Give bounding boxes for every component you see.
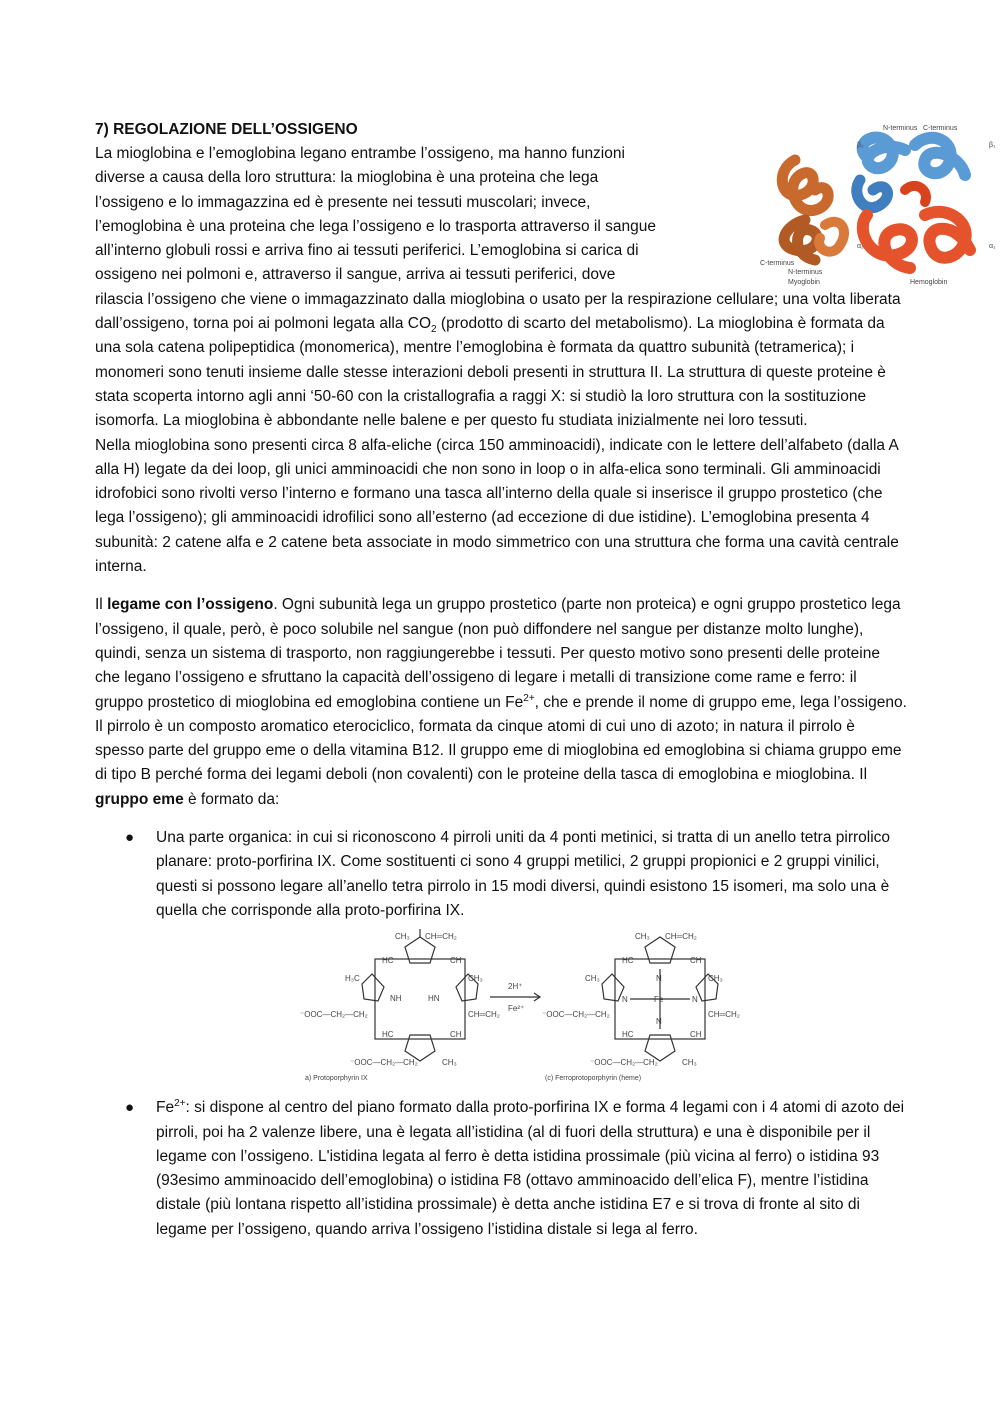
heme-label-ch3-bottom-right: CH₃: [682, 1058, 697, 1068]
binding-bold-term: legame con l’ossigeno: [107, 596, 274, 614]
iron-text-a: Fe: [156, 1099, 175, 1117]
caption-protoporphyrin: a) Protoporphyrin IX: [305, 1075, 368, 1083]
heme-label-hn: HN: [428, 994, 440, 1004]
fe-charge-superscript: 2+: [523, 692, 535, 704]
caption-heme: (c) Ferroprotoporphyrin (heme): [545, 1075, 642, 1083]
heme-label-ch-left-a: CH: [450, 956, 462, 966]
binding-text-c: , che e prende il nome di gruppo eme, lega l’ossigeno. Il pirrolo è un composto aromatico eterociclico, formata da cinque atomi di cui uno di azoto; in natura il pirrolo è spesso parte del gruppo eme o della vitamina B12. Il gruppo eme di mioglobina ed emoglobina si chiama gruppo eme di tipo B perché forma dei legami deboli (non covalenti) con le proteine della tasca di emoglobina e mioglobina. Il: [95, 693, 907, 784]
oxygen-binding-paragraph: [95, 593, 907, 812]
alpha2-label: α₂: [857, 243, 864, 250]
intro-line-6: ossigeno nei polmoni e, attraverso il sangue, arriva ai tessuti periferici, dove: [95, 266, 616, 284]
n-terminus-left-label: N-terminus: [788, 269, 823, 276]
list-item-iron: [95, 1096, 907, 1242]
heme-components-list: [95, 826, 907, 923]
heme-label-propionate-right: ⁻OOC—CH₂—CH₂: [542, 1010, 610, 1020]
intro-line-1: La mioglobina e l’emoglobina legano entrambe l’ossigeno, ma hanno funzioni: [95, 145, 625, 162]
intro-paragraph-continued: [95, 288, 907, 434]
list-item-organic-part: [95, 826, 907, 923]
protoporphyrin-drawing: [362, 929, 718, 1061]
heme-label-vinyl-right-right: CH═CH₂: [708, 1010, 740, 1020]
heme-label-propionate-bottom-right: ⁻OOC—CH₂—CH₂: [590, 1058, 658, 1068]
section-heading: 7) REGOLAZIONE DELL’OSSIGENO: [95, 121, 358, 138]
heme-bold-term: gruppo eme: [95, 790, 184, 808]
heme-label-ch-right-a: CH: [690, 956, 702, 966]
co2-subscript: 2: [431, 324, 437, 336]
heme-label-propionate-bottom-left: ⁻OOC—CH₂—CH₂: [350, 1058, 418, 1068]
heme-label-ch3-right-left: CH₃: [468, 974, 483, 984]
heme-label-hc-right-b: HC: [622, 1030, 634, 1040]
beta1-label: β₁: [989, 142, 996, 149]
heme-label-h3c-left: H₃C: [345, 974, 360, 984]
alpha1-label: α₁: [989, 243, 996, 250]
hemoglobin-label: Hemoglobin: [910, 279, 948, 286]
heme-label-ch3-top-right: CH₃: [635, 932, 650, 942]
intro-line-2: diverse a causa della loro struttura: la mioglobina è una proteina che lega: [95, 169, 599, 187]
heme-label-vinyl-top-right: CH═CH₂: [665, 932, 697, 942]
binding-text-b: . Ogni subunità lega un gruppo prostetico (parte non proteica) e ogni gruppo prostetico lega l’ossigeno, il quale, però, è poco solubile nel sangue (non può diffondere nel sangue per distanze molto lunghe), quindi, senza un sistema di trasporto, non raggiungerebbe i tessuti. Per questo motivo sono presenti delle proteine che legano l’ossigeno e sfruttano la capacità dell’ossigeno di legare i metalli di transizione come rame e ferro: il gruppo prostetico di mioglobina ed emoglobina contiene un Fe: [95, 596, 901, 711]
heme-label-hc-left-a: HC: [382, 956, 394, 966]
organic-part-text: Una parte organica: in cui si riconoscono 4 pirroli uniti da 4 ponti metinici, si tratta di un anello tetra pirrolico planare: proto-porfirina IX. Come sostituenti ci sono 4 gruppi metilici, 2 gruppi propionici e 2 gruppi vinilici, questi si possono legare all’anello tetra pirrolo in 15 modi diversi, quindi esistono 15 isomeri, ma solo una è quella che corrisponde alla proto-porfirina IX.: [156, 829, 891, 919]
iron-charge-superscript: 2+: [174, 1098, 186, 1110]
heme-label-vinyl-right-left: CH═CH₂: [468, 1010, 500, 1020]
binding-text-a: Il: [95, 596, 108, 614]
myoglobin-label: Myoglobin: [788, 279, 820, 286]
binding-text-d: è formato da:: [183, 790, 280, 808]
heme-components-list-2: [95, 1096, 907, 1242]
heme-label-ch3-top-left-a: CH₃: [395, 932, 410, 942]
beta2-label: β₂: [857, 142, 864, 149]
iron-text-b: : si dispone al centro del piano formato dalla proto-porfirina IX e forma 4 legami con i 4 atomi di azoto dei pirroli, poi ha 2 valenze libere, una è legata all’istidina (al di fuori della struttura) e una è disponibile per il legame con l’ossigeno. L'istidina legata al ferro è detta istidina prossimale (più vicina al ferro) o istidina 93 (93esimo amminoacido dell’emoglobina) o istidina F8 (ottavo amminoacido dell’elica F), mentre l’istidina distale (più lontana rispetto all’istidina prossimale) è detta anche istidina E7 e si trova di fronte al sito di legame per l’ossigeno, quando arriva l’ossigeno l’istidina distale si lega al ferro.: [156, 1099, 905, 1238]
document-page: [95, 118, 907, 1242]
heme-label-vinyl-top-left: CH═CH₂: [425, 932, 457, 942]
heme-label-ch3-left-right: CH₃: [585, 974, 600, 984]
pyrrole-left-left: [362, 974, 384, 1001]
c-terminus-left-label: C-terminus: [760, 260, 795, 267]
heme-label-arrow-bottom: Fe²⁺: [508, 1004, 525, 1014]
intro-line-4: l’emoglobina è una proteina che lega l’ossigeno e lo trasporta attraverso il sangue: [95, 217, 656, 235]
heme-label-n-bottom: N: [656, 1017, 662, 1027]
porphyrin-ring-left: [375, 959, 465, 1039]
bullet-icon: ●: [125, 1099, 135, 1117]
heme-label-ch-right-b: CH: [690, 1030, 702, 1040]
intro-line-5: all’interno globuli rossi e arriva fino ai tessuti periferici. L’emoglobina si carica di: [95, 242, 639, 260]
heme-label-propionate-left: ⁻OOC—CH₂—CH₂: [300, 1010, 368, 1020]
intro-text-b: (prodotto di scarto del metabolismo). La mioglobina è formata da una sola catena polipeptidica (monomerica), mentre l’emoglobina è formata da quattro subunità (tetramerica); i monomeri sono tenuti insieme dalle stesse interazioni deboli presenti in struttura II. La struttura di queste proteine è stata scoperta intorno agli anni ‘50-60 con la cristallografia a raggi X: si studiò la loro struttura con la sostituzione isomorfa. La mioglobina è abbondante nelle balene e per questo fu studiata inizialmente nei loro tessuti.: [95, 315, 886, 430]
heme-label-ch3-bottom-left: CH₃: [442, 1058, 457, 1068]
pyrrole-left-right: [602, 974, 624, 1001]
heme-label-ch3-right-right: CH₃: [708, 974, 723, 984]
heme-label-hc-left-b: HC: [382, 1030, 394, 1040]
heme-label-nh: NH: [390, 994, 402, 1004]
heme-label-n-left: N: [622, 995, 628, 1005]
bullet-icon: ●: [125, 829, 135, 847]
myoglobin-structure-paragraph: Nella mioglobina sono presenti circa 8 alfa-eliche (circa 150 amminoacidi), indicate con le lettere dell’alfabeto (dalla A alla H) legate da dei loop, gli unici amminoacidi che non sono in loop o in alfa-elica sono terminali. Gli amminoacidi idrofobici sono rivolti verso l’interno e formano una tasca all’interno della quale si inserisce il gruppo prostetico (che lega l’ossigeno); gli amminoacidi idrofilici sono all’esterno (ad eccezione di due istidine). L’emoglobina presenta 4 subunità: 2 catene alfa e 2 catene beta associate in modo simmetrico con una struttura che forma una cavità centrale interna.: [95, 436, 899, 576]
n-terminus-top-label: N-terminus: [883, 125, 918, 132]
heme-label-hc-right-a: HC: [622, 956, 634, 966]
intro-text-a: rilascia l’ossigeno che viene o immagazzinato dalla mioglobina o usato per la respirazione cellulare; una volta liberata dall’ossigeno, torna poi ai polmoni legata alla CO: [95, 290, 901, 333]
heme-label-fe: Fe: [654, 995, 664, 1005]
heme-label-n-right: N: [692, 995, 698, 1005]
intro-wrapped-lines: [95, 142, 740, 288]
heme-label-arrow-top: 2H⁺: [508, 982, 523, 992]
intro-line-3: l’ossigeno e lo immagazzina ed è presente nei tessuti muscolari; invece,: [95, 193, 591, 211]
heme-structure-figure: [300, 929, 740, 1084]
heme-label-n-top: N: [656, 974, 662, 984]
heme-label-ch-left-b: CH: [450, 1030, 462, 1040]
c-terminus-top-label: C-terminus: [923, 125, 958, 132]
